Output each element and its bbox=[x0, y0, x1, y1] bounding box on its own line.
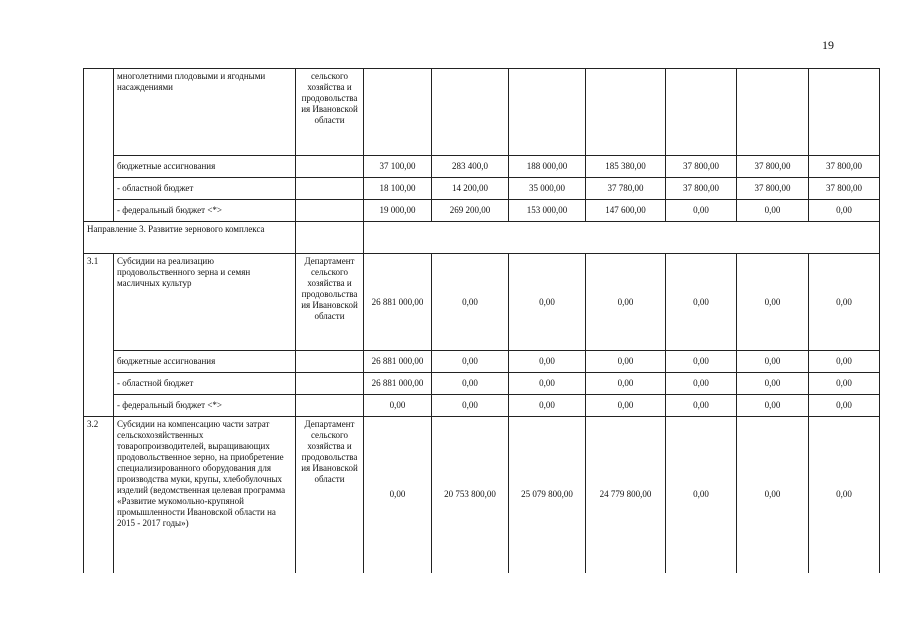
row-number bbox=[84, 69, 114, 156]
value-cell: 37 780,00 bbox=[586, 178, 666, 200]
value-cell: 153 000,00 bbox=[509, 200, 586, 222]
value-cell: 26 881 000,00 bbox=[364, 351, 432, 373]
row-executor bbox=[296, 200, 364, 222]
row-executor bbox=[296, 373, 364, 395]
value-cell bbox=[364, 69, 432, 156]
value-cell: 0,00 bbox=[737, 417, 809, 573]
page-number: 19 bbox=[822, 38, 834, 52]
value-cell: 0,00 bbox=[586, 351, 666, 373]
value-cell: 0,00 bbox=[509, 351, 586, 373]
row-executor bbox=[296, 178, 364, 200]
value-cell: 0,00 bbox=[737, 200, 809, 222]
value-cell: 0,00 bbox=[509, 373, 586, 395]
value-cell: 0,00 bbox=[509, 395, 586, 417]
value-cell: 0,00 bbox=[809, 351, 880, 373]
value-cell: 0,00 bbox=[666, 200, 737, 222]
value-cell: 0,00 bbox=[809, 254, 880, 351]
value-cell: 0,00 bbox=[809, 417, 880, 573]
section-empty-cell bbox=[364, 222, 880, 254]
value-cell: 0,00 bbox=[432, 351, 509, 373]
value-cell: 26 881 000,00 bbox=[364, 254, 432, 351]
value-cell: 0,00 bbox=[666, 373, 737, 395]
row-number bbox=[84, 156, 114, 178]
value-cell: 26 881 000,00 bbox=[364, 373, 432, 395]
value-cell bbox=[737, 69, 809, 156]
value-cell: 0,00 bbox=[364, 417, 432, 573]
value-cell bbox=[509, 69, 586, 156]
value-cell: 0,00 bbox=[666, 417, 737, 573]
value-cell: 37 800,00 bbox=[809, 156, 880, 178]
row-executor: Департамент сельского хозяйства и продовольства ия Ивановской области bbox=[296, 254, 364, 351]
row-name: - областной бюджет bbox=[114, 373, 296, 395]
table-row bbox=[84, 222, 880, 254]
value-cell: 37 800,00 bbox=[666, 178, 737, 200]
row-executor bbox=[296, 222, 364, 254]
value-cell: 0,00 bbox=[666, 351, 737, 373]
value-cell: 147 600,00 bbox=[586, 200, 666, 222]
row-name: - областной бюджет bbox=[114, 178, 296, 200]
value-cell: 0,00 bbox=[809, 200, 880, 222]
row-executor bbox=[296, 351, 364, 373]
value-cell: 0,00 bbox=[809, 373, 880, 395]
value-cell: 24 779 800,00 bbox=[586, 417, 666, 573]
row-name: Субсидии на компенсацию части затрат сельскохозяйственных товаропроизводителей, выращивающих продовольственное зерно, на приобретение специализированного оборудования для производства муки, крупы, хлебобулочных изделий (ведомственная целевая программа «Развитие мукомольно-крупяной промышленности Ивановской области на 2015 - 2017 годы») bbox=[114, 417, 296, 573]
row-number bbox=[84, 200, 114, 222]
row-name: Субсидии на реализацию продовольственного зерна и семян масличных культур bbox=[114, 254, 296, 351]
value-cell: 0,00 bbox=[586, 254, 666, 351]
value-cell: 0,00 bbox=[666, 254, 737, 351]
value-cell: 19 000,00 bbox=[364, 200, 432, 222]
value-cell: 20 753 800,00 bbox=[432, 417, 509, 573]
table-row bbox=[84, 395, 880, 417]
row-executor bbox=[296, 395, 364, 417]
table-row bbox=[84, 178, 880, 200]
row-number: 3.1 bbox=[84, 254, 114, 351]
table-row bbox=[84, 351, 880, 373]
value-cell: 37 100,00 bbox=[364, 156, 432, 178]
value-cell bbox=[586, 69, 666, 156]
value-cell bbox=[432, 69, 509, 156]
value-cell: 14 200,00 bbox=[432, 178, 509, 200]
budget-table bbox=[83, 68, 880, 573]
value-cell: 0,00 bbox=[432, 254, 509, 351]
value-cell bbox=[666, 69, 737, 156]
value-cell: 0,00 bbox=[737, 254, 809, 351]
table-row bbox=[84, 373, 880, 395]
value-cell bbox=[809, 69, 880, 156]
value-cell: 25 079 800,00 bbox=[509, 417, 586, 573]
value-cell: 0,00 bbox=[809, 395, 880, 417]
value-cell: 269 200,00 bbox=[432, 200, 509, 222]
value-cell: 18 100,00 bbox=[364, 178, 432, 200]
value-cell: 0,00 bbox=[737, 351, 809, 373]
section-title: Направление 3. Развитие зернового комплекса bbox=[84, 222, 296, 254]
table-row bbox=[84, 254, 880, 351]
table-row bbox=[84, 200, 880, 222]
value-cell: 37 800,00 bbox=[737, 156, 809, 178]
value-cell: 283 400,0 bbox=[432, 156, 509, 178]
table-row bbox=[84, 417, 880, 573]
row-name: бюджетные ассигнования bbox=[114, 156, 296, 178]
value-cell: 0,00 bbox=[509, 254, 586, 351]
row-name: бюджетные ассигнования bbox=[114, 351, 296, 373]
value-cell: 0,00 bbox=[737, 395, 809, 417]
row-executor: Департамент сельского хозяйства и продовольства ия Ивановской области bbox=[296, 417, 364, 573]
row-name: - федеральный бюджет <*> bbox=[114, 395, 296, 417]
row-executor bbox=[296, 156, 364, 178]
value-cell: 0,00 bbox=[666, 395, 737, 417]
value-cell: 0,00 bbox=[586, 395, 666, 417]
value-cell: 0,00 bbox=[364, 395, 432, 417]
row-name: многолетними плодовыми и ягодными насаждениями bbox=[114, 69, 296, 156]
row-executor: сельского хозяйства и продовольства ия Ивановской области bbox=[296, 69, 364, 156]
row-number: 3.2 bbox=[84, 417, 114, 573]
value-cell: 37 800,00 bbox=[809, 178, 880, 200]
value-cell: 37 800,00 bbox=[666, 156, 737, 178]
row-number bbox=[84, 395, 114, 417]
row-number bbox=[84, 178, 114, 200]
table-row bbox=[84, 69, 880, 156]
value-cell: 35 000,00 bbox=[509, 178, 586, 200]
value-cell: 0,00 bbox=[737, 373, 809, 395]
value-cell: 0,00 bbox=[432, 373, 509, 395]
value-cell: 0,00 bbox=[432, 395, 509, 417]
value-cell: 188 000,00 bbox=[509, 156, 586, 178]
table-row bbox=[84, 156, 880, 178]
value-cell: 185 380,00 bbox=[586, 156, 666, 178]
row-number bbox=[84, 373, 114, 395]
row-name: - федеральный бюджет <*> bbox=[114, 200, 296, 222]
value-cell: 0,00 bbox=[586, 373, 666, 395]
value-cell: 37 800,00 bbox=[737, 178, 809, 200]
row-number bbox=[84, 351, 114, 373]
